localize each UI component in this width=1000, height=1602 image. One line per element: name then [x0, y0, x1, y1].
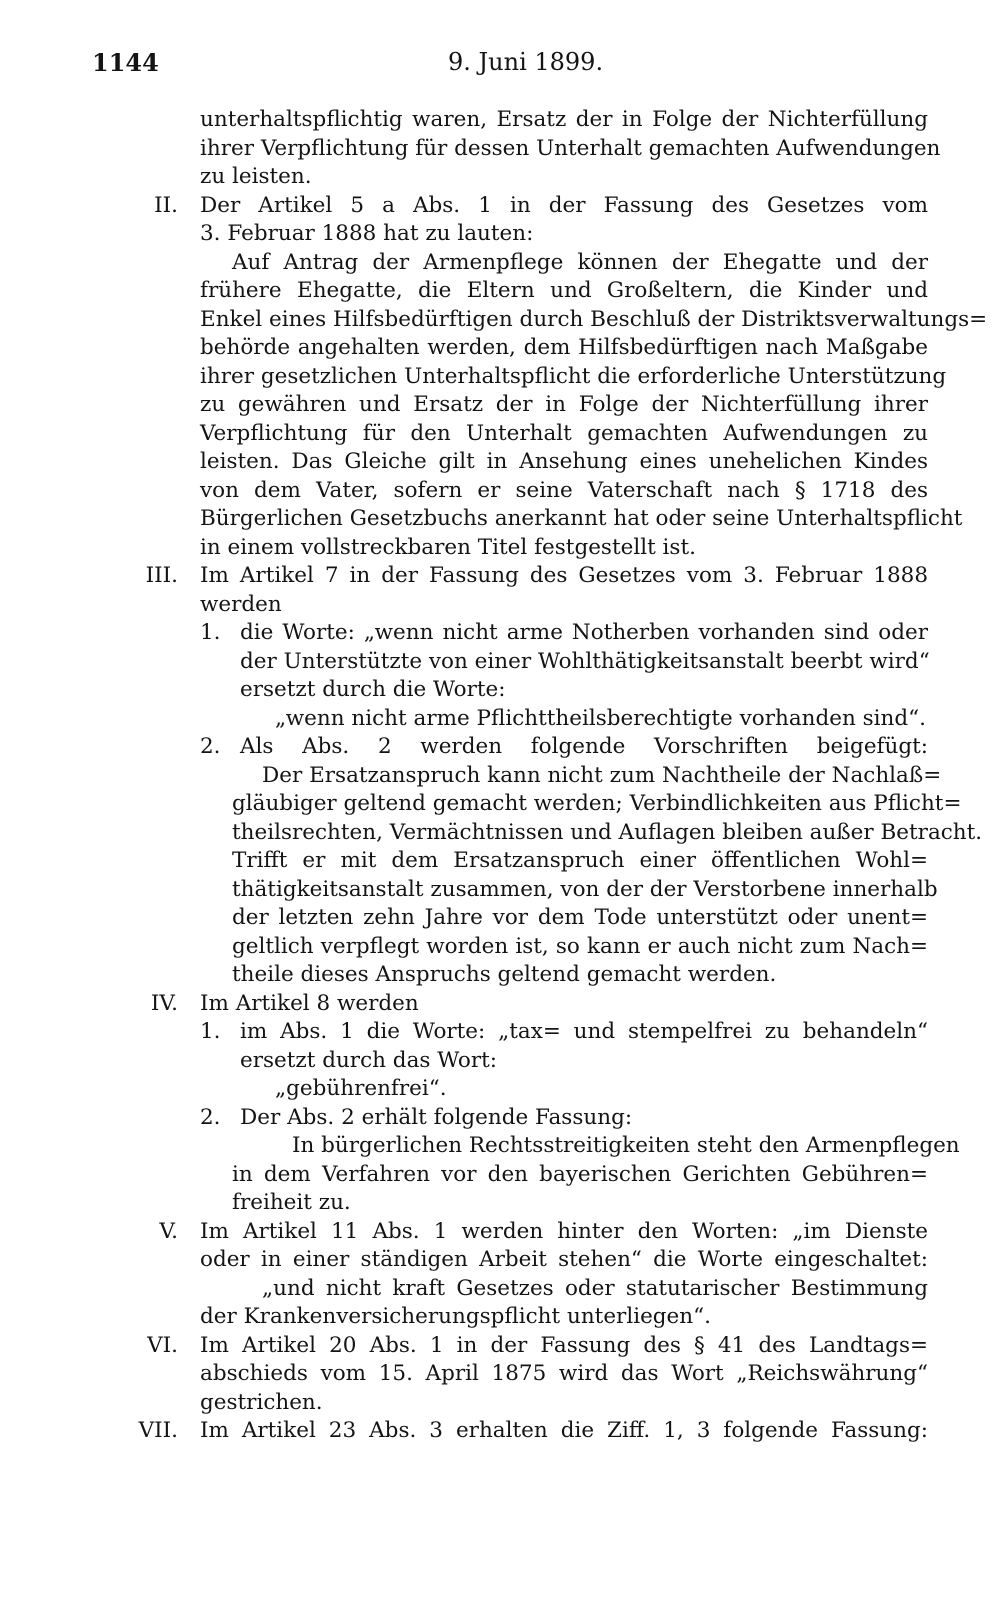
- text-line: [0, 819, 1000, 848]
- line-text: leisten. Das Gleiche gilt in Ansehung eines unehelichen Kindes: [200, 449, 928, 474]
- text-line: [0, 1275, 1000, 1304]
- text-line: [0, 1389, 1000, 1418]
- page-number: 1144: [92, 48, 159, 77]
- text-line: [0, 534, 1000, 563]
- line-text: In bürgerlichen Rechtsstreitigkeiten steht den Armenpflegen: [292, 1133, 960, 1158]
- text-line: [0, 562, 1000, 591]
- line-text: geltlich verpflegt worden ist, so kann er auch nicht zum Nach=: [232, 933, 928, 959]
- text-line: [0, 220, 1000, 249]
- line-text: werden: [200, 591, 282, 617]
- text-line: [0, 192, 1000, 221]
- text-line: [0, 1417, 1000, 1446]
- line-text: ihrer gesetzlichen Unterhaltspflicht die erforderliche Unterstützung: [200, 363, 947, 389]
- line-text: Als Abs. 2 werden folgende Vorschriften beigefügt:: [240, 734, 928, 759]
- text-line: [0, 1246, 1000, 1275]
- line-text: zu leisten.: [200, 164, 312, 189]
- line-text: Im Artikel 7 in der Fassung des Gesetzes vom 3. Februar 1888: [200, 563, 928, 588]
- line-text: Der Abs. 2 erhält folgende Fassung:: [240, 1104, 633, 1130]
- section-number: VI.: [147, 1332, 178, 1358]
- item-number: 1.: [200, 620, 221, 645]
- line-text: Der Artikel 5 a Abs. 1 in der Fassung des Gesetzes vom: [200, 192, 928, 218]
- line-text: oder in einer ständigen Arbeit stehen“ die Worte eingeschaltet:: [200, 1247, 928, 1272]
- text-line: [0, 1360, 1000, 1389]
- line-text: theile dieses Anspruchs geltend gemacht werden.: [232, 962, 777, 987]
- text-line: [0, 391, 1000, 420]
- text-line: [0, 1018, 1000, 1047]
- line-text: Der Ersatzanspruch kann nicht zum Nachtheile der Nachlaß=: [262, 762, 942, 788]
- text-line: [0, 961, 1000, 990]
- line-text: abschieds vom 15. April 1875 wird das Wort „Reichswährung“: [200, 1361, 928, 1386]
- section-number: III.: [145, 563, 178, 588]
- text-line: [0, 277, 1000, 306]
- line-text: gestrichen.: [200, 1389, 323, 1415]
- line-text: behörde angehalten werden, dem Hilfsbedürftigen nach Maßgabe: [200, 335, 928, 360]
- text-line: [0, 876, 1000, 905]
- text-line: [0, 648, 1000, 677]
- text-line: [0, 790, 1000, 819]
- line-text: in einem vollstreckbaren Titel festgestellt ist.: [200, 534, 696, 560]
- line-text: Im Artikel 20 Abs. 1 in der Fassung des § 41 des Landtags=: [200, 1332, 928, 1358]
- line-text: der Unterstützte von einer Wohlthätigkeitsanstalt beerbt wird“: [240, 648, 930, 674]
- line-text: frühere Ehegatte, die Eltern und Großeltern, die Kinder und: [200, 278, 928, 303]
- text-line: [0, 1161, 1000, 1190]
- item-number: 2.: [200, 734, 221, 759]
- text-line: [0, 163, 1000, 192]
- text-line: [0, 733, 1000, 762]
- line-text: unterhaltspflichtig waren, Ersatz der in Folge der Nichterfüllung: [200, 107, 928, 132]
- text-line: [0, 1332, 1000, 1361]
- text-line: [0, 420, 1000, 449]
- text-line: [0, 448, 1000, 477]
- text-line: [0, 1303, 1000, 1332]
- line-text: die Worte: „wenn nicht arme Notherben vorhanden sind oder: [240, 620, 928, 645]
- line-text: Im Artikel 23 Abs. 3 erhalten die Ziff. 1, 3 folgende Fassung:: [200, 1418, 928, 1443]
- text-line: [0, 363, 1000, 392]
- text-line: [0, 1132, 1000, 1161]
- text-line: [0, 847, 1000, 876]
- section-number: II.: [154, 192, 178, 218]
- text-line: [0, 1189, 1000, 1218]
- text-line: [0, 249, 1000, 278]
- text-line: [0, 904, 1000, 933]
- line-text: ersetzt durch die Worte:: [240, 677, 506, 702]
- text-line: [0, 676, 1000, 705]
- line-text: freiheit zu.: [232, 1190, 351, 1215]
- document-body: [0, 106, 1000, 1446]
- line-text: gläubiger geltend gemacht werden; Verbindlichkeiten aus Pflicht=: [232, 791, 962, 816]
- text-line: [0, 705, 1000, 734]
- text-line: [0, 334, 1000, 363]
- line-text: Enkel eines Hilfsbedürftigen durch Beschluß der Distriktsverwaltungs=: [200, 306, 988, 332]
- section-number: VII.: [138, 1418, 178, 1443]
- page-date: 9. Juni 1899.: [448, 48, 604, 76]
- line-text: zu gewähren und Ersatz der in Folge der Nichterfüllung ihrer: [200, 392, 928, 417]
- line-text: ihrer Verpflichtung für dessen Unterhalt gemachten Aufwendungen: [200, 135, 941, 161]
- line-text: ersetzt durch das Wort:: [240, 1047, 498, 1073]
- text-line: [0, 135, 1000, 164]
- text-line: [0, 591, 1000, 620]
- section-number: V.: [159, 1218, 178, 1244]
- text-line: [0, 1047, 1000, 1076]
- line-text: von dem Vater, sofern er seine Vaterschaft nach § 1718 des: [200, 477, 928, 503]
- line-text: Auf Antrag der Armenpflege können der Ehegatte und der: [232, 249, 928, 275]
- line-text: Verpflichtung für den Unterhalt gemachten Aufwendungen zu: [200, 420, 928, 446]
- text-line: [0, 505, 1000, 534]
- text-line: [0, 933, 1000, 962]
- line-text: in dem Verfahren vor den bayerischen Gerichten Gebühren=: [232, 1161, 928, 1187]
- text-line: [0, 1104, 1000, 1133]
- section-number: IV.: [150, 990, 178, 1016]
- line-text: theilsrechten, Vermächtnissen und Auflagen bleiben außer Betracht.: [232, 819, 983, 845]
- line-text: „gebührenfrei“.: [275, 1076, 447, 1101]
- line-text: Trifft er mit dem Ersatzanspruch einer öffentlichen Wohl=: [232, 848, 928, 873]
- item-number: 1.: [200, 1019, 221, 1044]
- text-line: [0, 477, 1000, 506]
- line-text: Im Artikel 8 werden: [200, 990, 419, 1016]
- line-text: der Krankenversicherungspflicht unterliegen“.: [200, 1304, 711, 1329]
- text-line: [0, 306, 1000, 335]
- text-line: [0, 106, 1000, 135]
- line-text: „wenn nicht arme Pflichttheilsberechtigte vorhanden sind“.: [275, 705, 926, 731]
- line-text: thätigkeitsanstalt zusammen, von der der Verstorbene innerhalb: [232, 876, 938, 902]
- text-line: [0, 1218, 1000, 1247]
- text-line: [0, 619, 1000, 648]
- text-line: [0, 1075, 1000, 1104]
- line-text: Im Artikel 11 Abs. 1 werden hinter den Worten: „im Dienste: [200, 1218, 928, 1244]
- line-text: der letzten zehn Jahre vor dem Tode unterstützt oder unent=: [232, 905, 928, 930]
- line-text: im Abs. 1 die Worte: „tax= und stempelfrei zu behandeln“: [240, 1019, 928, 1044]
- line-text: „und nicht kraft Gesetzes oder statutarischer Bestimmung: [262, 1275, 928, 1301]
- line-text: Bürgerlichen Gesetzbuchs anerkannt hat oder seine Unterhaltspflicht: [200, 506, 963, 531]
- text-line: [0, 762, 1000, 791]
- line-text: 3. Februar 1888 hat zu lauten:: [200, 221, 534, 246]
- item-number: 2.: [200, 1104, 221, 1130]
- text-line: [0, 990, 1000, 1019]
